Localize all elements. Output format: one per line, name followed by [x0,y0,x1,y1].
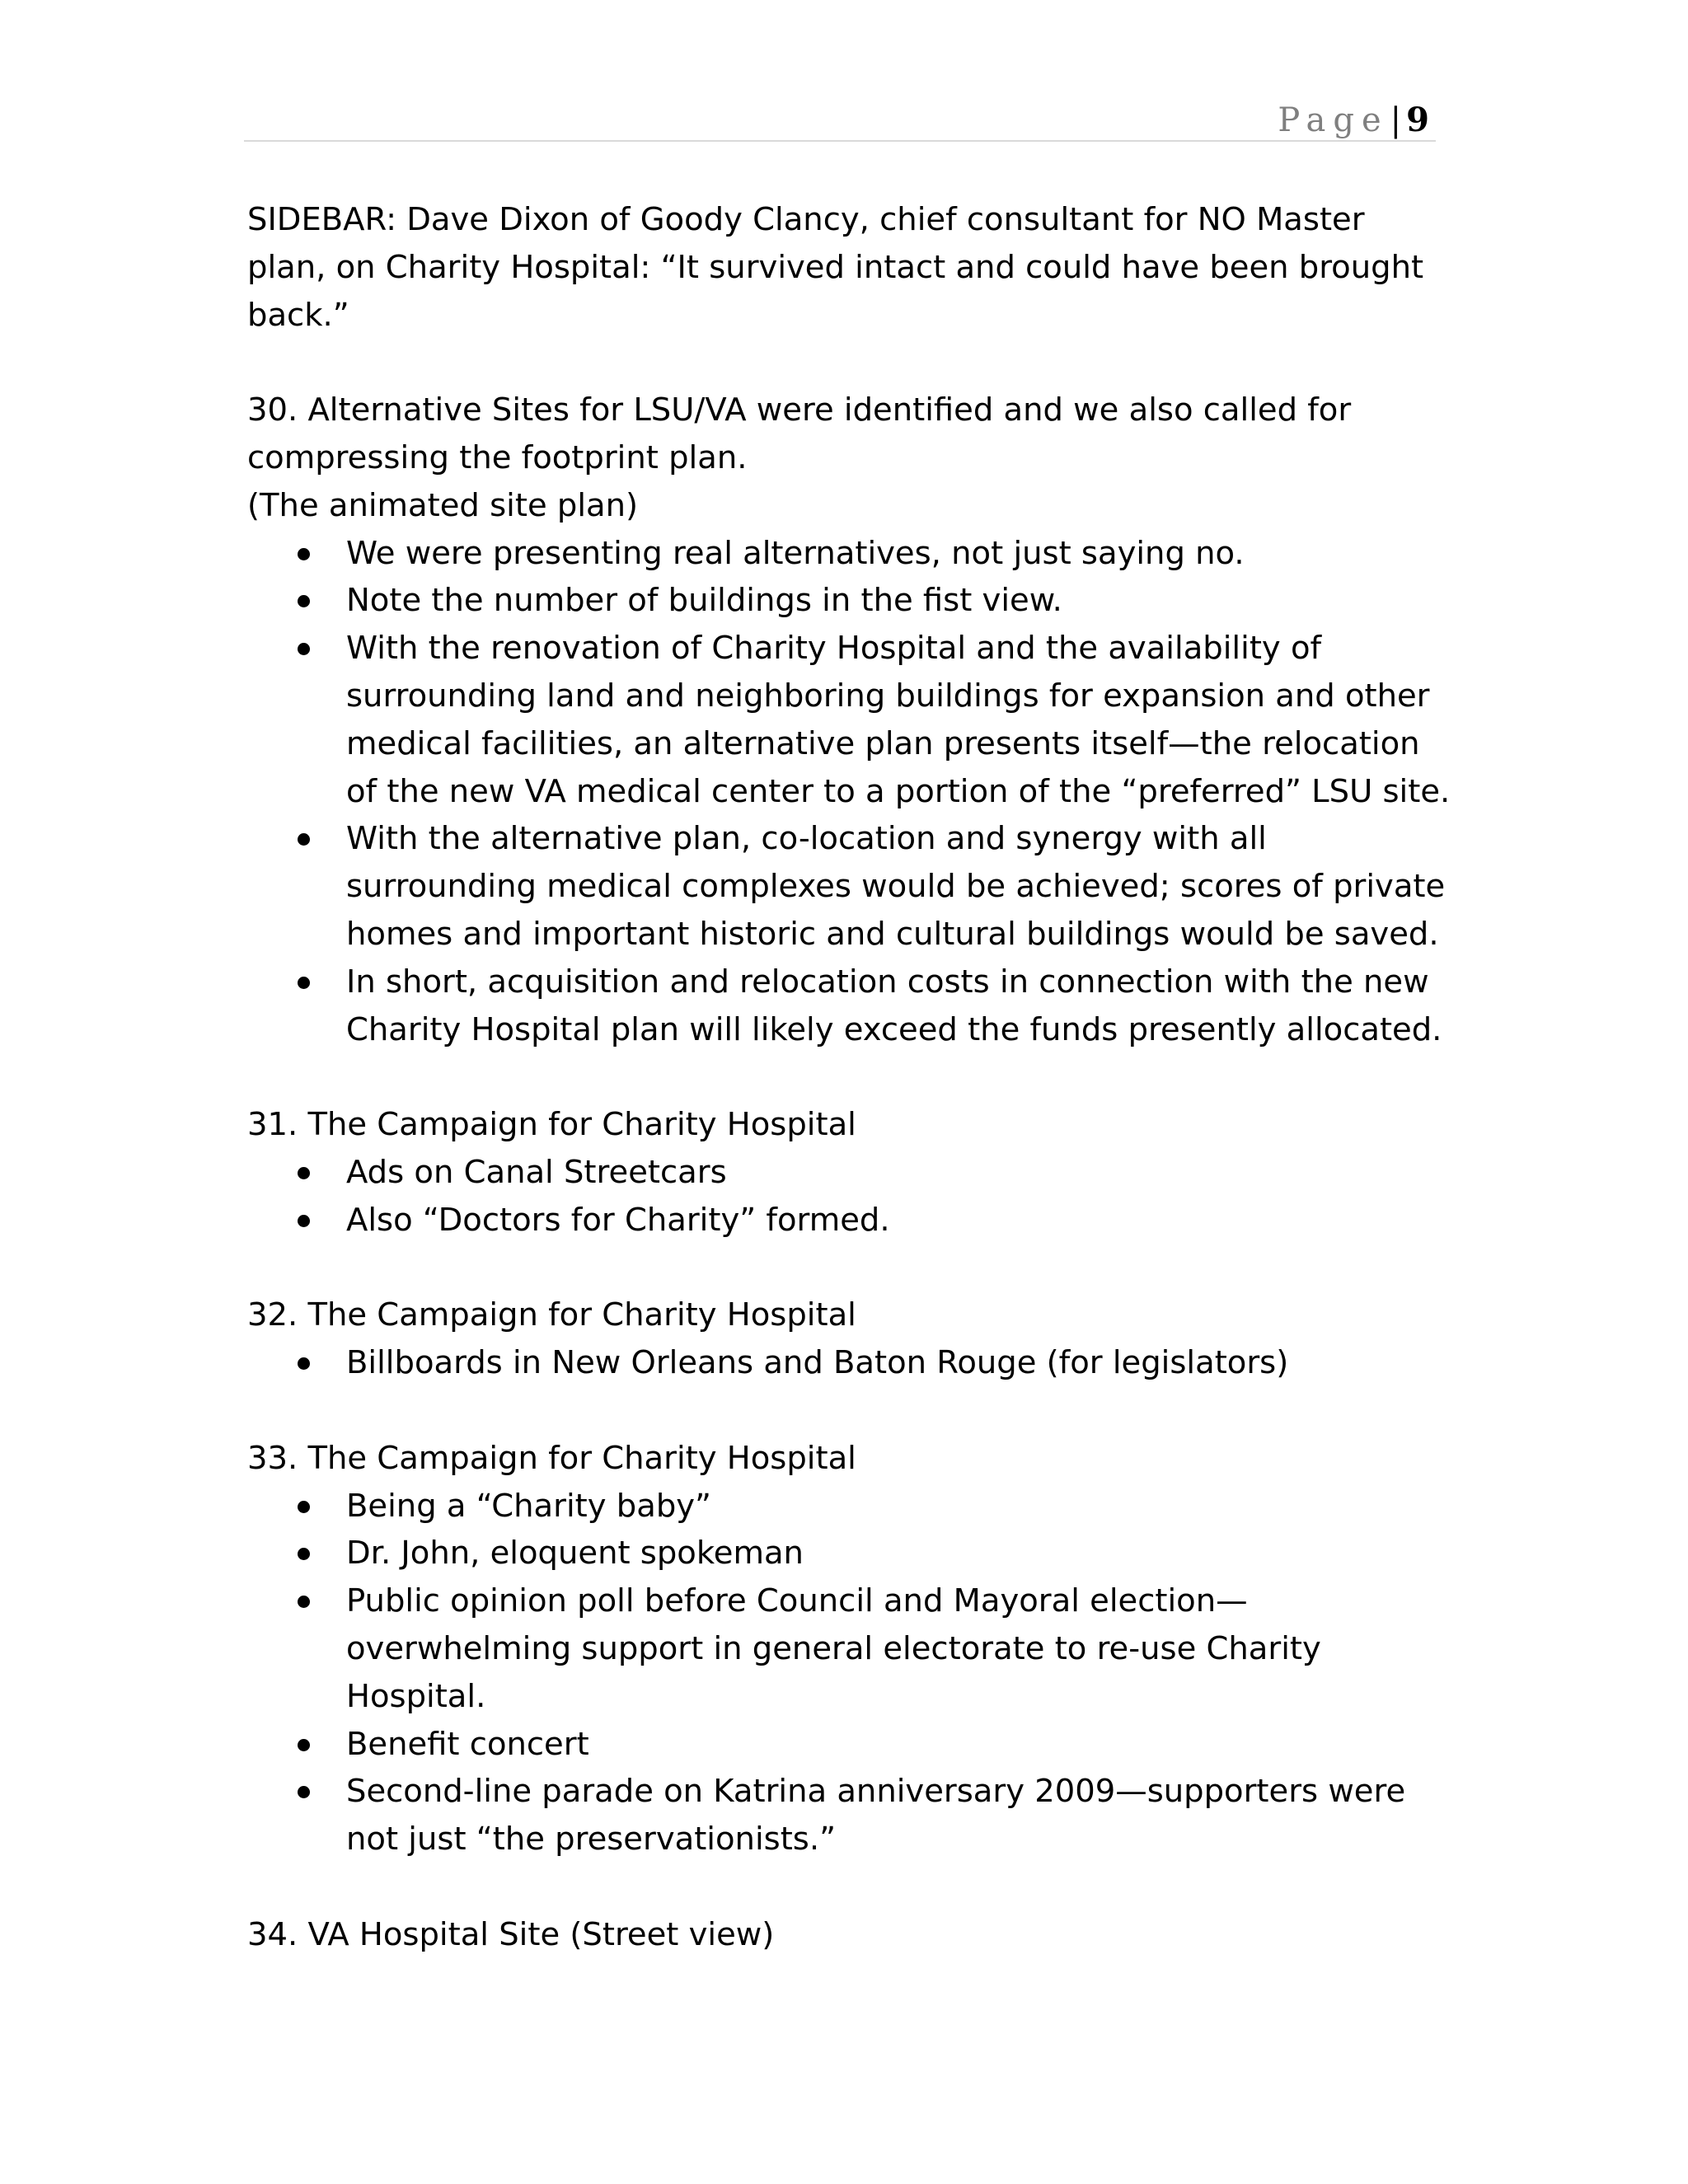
list-item-text: Note the number of buildings in the fist view. [346,582,1062,620]
section-heading: 31. The Campaign for Charity Hospital [247,1106,856,1144]
bullet-list [247,1483,1451,1863]
paragraph-gap [247,1053,1451,1101]
bullet-list [247,530,1451,1054]
list-item [346,1197,1451,1244]
bullet-icon [298,548,310,560]
section-33 [247,1435,1451,1863]
bullet-icon [298,977,310,989]
bullet-icon [298,1596,310,1608]
list-item [346,1577,1451,1720]
list-item [346,958,1451,1054]
section-heading: 33. The Campaign for Charity Hospital [247,1439,856,1477]
bullet-icon [298,595,310,607]
bullet-icon [298,1501,310,1513]
section-heading: 34. VA Hospital Site (Street view) [247,1915,775,1953]
list-item-text: With the alternative plan, co-location and synergy with all surrounding medical complexes would be achieved; scores of private homes and important historic and cultural buildings would be saved. [346,820,1446,953]
page-number: 9 [1406,101,1429,139]
list-item-text: Second-line parade on Katrina anniversary 2009—supporters were not just “the preservationists.” [346,1773,1406,1858]
bullet-icon [298,833,310,846]
paragraph-gap [247,1387,1451,1435]
list-item [346,1530,1451,1577]
list-item-text: Being a “Charity baby” [346,1487,711,1525]
page-header [244,97,1436,142]
list-item [346,1721,1451,1769]
bullet-list [247,1149,1451,1244]
page-separator: | [1390,101,1402,139]
section-heading: 30. Alternative Sites for LSU/VA were identified and we also called for compressing the footprint plan. [247,391,1352,476]
list-item-text: In short, acquisition and relocation costs in connection with the new Charity Hospital plan will likely exceed the funds presently allocated. [346,963,1442,1048]
paragraph-gap [247,339,1451,387]
bullet-icon [298,1357,310,1370]
list-item [346,1149,1451,1197]
sidebar-note: SIDEBAR: Dave Dixon of Goody Clancy, chief consultant for NO Master plan, on Charity Hospital: “It survived intact and could have been brought back.” [247,201,1424,334]
paragraph-gap [247,1244,1451,1292]
list-item-text: Ads on Canal Streetcars [346,1153,727,1191]
section-32 [247,1291,1451,1387]
list-item [346,530,1451,578]
section-34 [247,1911,1451,1959]
section-31 [247,1101,1451,1244]
bullet-icon [298,1739,310,1751]
list-item [346,1768,1451,1863]
list-item-text: We were presenting real alternatives, not just saying no. [346,534,1245,572]
list-item-text: Also “Doctors for Charity” formed. [346,1201,890,1239]
list-item-text: With the renovation of Charity Hospital and the availability of surrounding land and neighboring buildings for expansion and other medical facilities, an alternative plan presents itself—the relocation of the new VA medical center to a portion of the “preferred” LSU site. [346,630,1451,810]
list-item [346,577,1451,625]
list-item-text: Public opinion poll before Council and Mayoral election—overwhelming support in general electorate to re-use Charity Hospital. [346,1582,1321,1715]
bullet-icon [298,1167,310,1179]
page-number-label [1278,101,1429,140]
bullet-list [247,1339,1451,1387]
bullet-icon [298,643,310,655]
list-item-text: Benefit concert [346,1725,589,1763]
paragraph-gap [247,1863,1451,1911]
list-item [346,1483,1451,1530]
bullet-icon [298,1548,310,1560]
list-item-text: Billboards in New Orleans and Baton Rouge (for legislators) [346,1344,1289,1382]
bullet-icon [298,1786,310,1798]
list-item [346,815,1451,958]
list-item [346,625,1451,815]
page-label: Page [1278,101,1389,139]
list-item [346,1339,1451,1387]
list-item-text: Dr. John, eloquent spokeman [346,1535,804,1572]
document-body [247,196,1451,1958]
section-heading: 32. The Campaign for Charity Hospital [247,1296,856,1334]
bullet-icon [298,1215,310,1227]
section-subheading: (The animated site plan) [247,486,639,524]
section-30 [247,387,1451,1053]
